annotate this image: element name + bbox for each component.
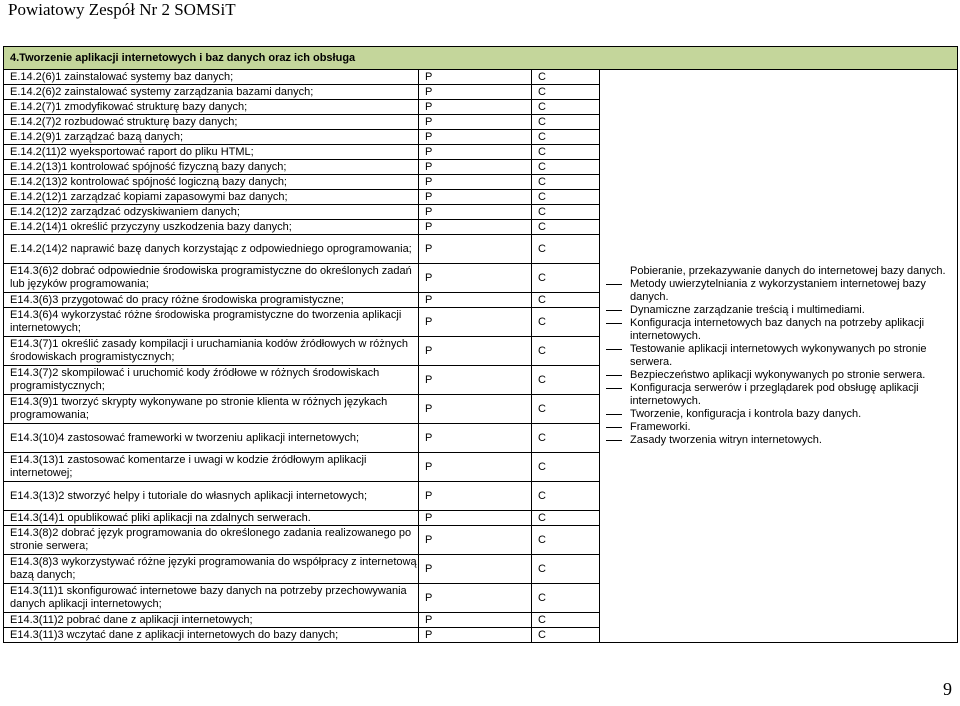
level-c-cell: C: [532, 628, 600, 643]
learning-outcome-text: E.14.2(12)1 zarządzać kopiami zapasowymi baz danych;: [4, 190, 419, 205]
learning-outcome-text: E14.3(8)3 wykorzystywać różne języki programowania do współpracy z internetową bazą danych;: [4, 555, 419, 584]
curriculum-table-wrap: [3, 46, 957, 643]
level-c-cell: C: [532, 584, 600, 613]
level-c-cell: C: [532, 85, 600, 100]
level-c-cell: C: [532, 424, 600, 453]
level-p-cell: P: [419, 100, 532, 115]
teaching-content-item: Metody uwierzytelniania z wykorzystaniem internetowej bazy danych.: [606, 278, 957, 304]
level-c-cell: C: [532, 366, 600, 395]
level-p-cell: P: [419, 555, 532, 584]
learning-outcome-text: E.14.2(11)2 wyeksportować raport do pliku HTML;: [4, 145, 419, 160]
level-c-cell: C: [532, 130, 600, 145]
teaching-content-item: Konfiguracja serwerów i przeglądarek pod obsługę aplikacji internetowych.: [606, 382, 957, 408]
learning-outcome-text: E.14.2(12)2 zarządzać odzyskiwaniem danych;: [4, 205, 419, 220]
learning-outcome-text: E.14.2(6)1 zainstalować systemy baz danych;: [4, 70, 419, 85]
level-p-cell: P: [419, 337, 532, 366]
learning-outcome-text: E14.3(10)4 zastosować frameworki w tworzeniu aplikacji internetowych;: [4, 424, 419, 453]
level-p-cell: P: [419, 628, 532, 643]
level-p-cell: P: [419, 145, 532, 160]
teaching-content-item: Dynamiczne zarządzanie treścią i multimediami.: [606, 304, 957, 317]
level-p-cell: P: [419, 395, 532, 424]
learning-outcome-text: E14.3(11)3 wczytać dane z aplikacji internetowych do bazy danych;: [4, 628, 419, 643]
learning-outcome-text: E14.3(8)2 dobrać język programowania do określonego zadania realizowanego po stronie serwera;: [4, 526, 419, 555]
level-c-cell: C: [532, 70, 600, 85]
level-c-cell: C: [532, 100, 600, 115]
teaching-content-cell: [600, 70, 958, 643]
level-p-cell: P: [419, 424, 532, 453]
level-p-cell: P: [419, 526, 532, 555]
level-p-cell: P: [419, 482, 532, 511]
teaching-content-item: Pobieranie, przekazywanie danych do internetowej bazy danych.: [630, 265, 946, 277]
teaching-content-item: Tworzenie, konfiguracja i kontrola bazy danych.: [606, 408, 957, 421]
teaching-content-item: Zasady tworzenia witryn internetowych.: [606, 434, 957, 447]
level-p-cell: P: [419, 584, 532, 613]
level-p-cell: P: [419, 235, 532, 264]
level-c-cell: C: [532, 145, 600, 160]
level-c-cell: C: [532, 220, 600, 235]
learning-outcome-text: E.14.2(7)2 rozbudować strukturę bazy danych;: [4, 115, 419, 130]
level-c-cell: C: [532, 526, 600, 555]
level-c-cell: C: [532, 395, 600, 424]
level-c-cell: C: [532, 235, 600, 264]
teaching-content-item: Testowanie aplikacji internetowych wykonywanych po stronie serwera.: [606, 343, 957, 369]
learning-outcome-text: E.14.2(14)1 określić przyczyny uszkodzenia bazy danych;: [4, 220, 419, 235]
level-c-cell: C: [532, 337, 600, 366]
learning-outcome-text: E14.3(7)2 skompilować i uruchomić kody źródłowe w różnych środowiskach programistycznych;: [4, 366, 419, 395]
level-p-cell: P: [419, 293, 532, 308]
level-p-cell: P: [419, 205, 532, 220]
level-p-cell: P: [419, 613, 532, 628]
learning-outcome-text: E14.3(7)1 określić zasady kompilacji i uruchamiania kodów źródłowych w różnych środowiskach programistycznych;: [4, 337, 419, 366]
level-c-cell: C: [532, 511, 600, 526]
level-p-cell: P: [419, 308, 532, 337]
level-c-cell: C: [532, 482, 600, 511]
level-p-cell: P: [419, 175, 532, 190]
level-p-cell: P: [419, 160, 532, 175]
level-p-cell: P: [419, 511, 532, 526]
level-c-cell: C: [532, 555, 600, 584]
level-p-cell: P: [419, 190, 532, 205]
learning-outcome-text: E14.3(9)1 tworzyć skrypty wykonywane po stronie klienta w różnych językach programowania;: [4, 395, 419, 424]
section-title-row: [4, 47, 958, 70]
learning-outcome-text: E.14.2(7)1 zmodyfikować strukturę bazy danych;: [4, 100, 419, 115]
teaching-content-list: [606, 265, 957, 447]
learning-outcome-text: E.14.2(9)1 zarządzać bazą danych;: [4, 130, 419, 145]
level-c-cell: C: [532, 613, 600, 628]
learning-outcome-text: E14.3(14)1 opublikować pliki aplikacji na zdalnych serwerach.: [4, 511, 419, 526]
level-c-cell: C: [532, 453, 600, 482]
level-c-cell: C: [532, 293, 600, 308]
table-row: [4, 70, 958, 85]
teaching-content-item: Frameworki.: [606, 421, 957, 434]
learning-outcome-text: E14.3(13)2 stworzyć helpy i tutoriale do własnych aplikacji internetowych;: [4, 482, 419, 511]
learning-outcome-text: E14.3(6)2 dobrać odpowiednie środowiska programistyczne do określonych zadań lub języków programowania;: [4, 264, 419, 293]
teaching-content-item: Konfiguracja internetowych baz danych na potrzeby aplikacji internetowych.: [606, 317, 957, 343]
learning-outcome-text: E14.3(13)1 zastosować komentarze i uwagi w kodzie źródłowym aplikacji internetowej;: [4, 453, 419, 482]
learning-outcome-text: E14.3(11)2 pobrać dane z aplikacji internetowych;: [4, 613, 419, 628]
level-c-cell: C: [532, 264, 600, 293]
level-c-cell: C: [532, 308, 600, 337]
page-number: 9: [943, 679, 952, 699]
level-p-cell: P: [419, 70, 532, 85]
section-title: 4.Tworzenie aplikacji internetowych i baz danych oraz ich obsługa: [4, 47, 958, 70]
page-header-title: Powiatowy Zespół Nr 2 SOMSiT: [8, 0, 236, 19]
learning-outcome-text: E.14.2(13)2 kontrolować spójność logiczną bazy danych;: [4, 175, 419, 190]
level-c-cell: C: [532, 205, 600, 220]
level-p-cell: P: [419, 453, 532, 482]
teaching-content-item: Bezpieczeństwo aplikacji wykonywanych po stronie serwera.: [606, 369, 957, 382]
learning-outcome-text: E14.3(6)4 wykorzystać różne środowiska programistyczne do tworzenia aplikacji internetowych;: [4, 308, 419, 337]
level-p-cell: P: [419, 85, 532, 100]
learning-outcome-text: E.14.2(13)1 kontrolować spójność fizyczną bazy danych;: [4, 160, 419, 175]
learning-outcome-text: E14.3(6)3 przygotować do pracy różne środowiska programistyczne;: [4, 293, 419, 308]
learning-outcome-text: E.14.2(14)2 naprawić bazę danych korzystając z odpowiedniego oprogramowania;: [4, 235, 419, 264]
level-c-cell: C: [532, 160, 600, 175]
level-p-cell: P: [419, 130, 532, 145]
curriculum-table: [3, 46, 958, 643]
level-p-cell: P: [419, 220, 532, 235]
learning-outcome-text: E.14.2(6)2 zainstalować systemy zarządzania bazami danych;: [4, 85, 419, 100]
level-p-cell: P: [419, 264, 532, 293]
level-c-cell: C: [532, 115, 600, 130]
learning-outcome-text: E14.3(11)1 skonfigurować internetowe bazy danych na potrzeby przechowywania danych aplikacji internetowych;: [4, 584, 419, 613]
level-c-cell: C: [532, 190, 600, 205]
level-p-cell: P: [419, 366, 532, 395]
level-c-cell: C: [532, 175, 600, 190]
level-p-cell: P: [419, 115, 532, 130]
